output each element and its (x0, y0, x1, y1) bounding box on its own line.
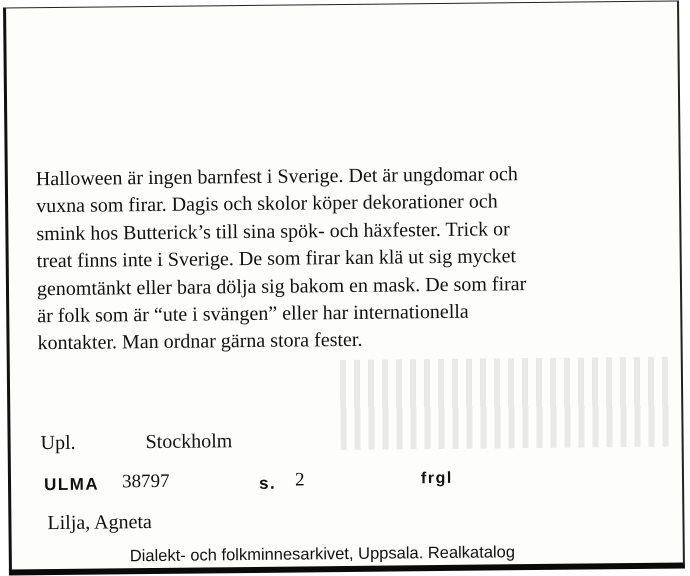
archive-card (3, 0, 685, 575)
archive-code: ULMA (43, 474, 100, 495)
page-number: 2 (294, 469, 305, 491)
record-text-line: kontakter. Man ordnar gärna stora fester. (37, 329, 363, 355)
place-label: Stockholm (145, 430, 233, 454)
record-number: 38797 (121, 470, 170, 493)
informant-name: Lilja, Agneta (47, 511, 152, 535)
record-text-line: Halloween är ingen barnfest i Sverige. Det är ungdomar och (35, 163, 518, 191)
record-text-line: är folk som är “ute i svängen” eller har internationella (37, 300, 469, 328)
show-through-text (340, 357, 671, 450)
category-code: frgl (420, 469, 453, 488)
archive-footer: Dialekt- och folkminnesarkivet, Uppsala. Realkatalog (129, 543, 516, 566)
record-text-line: genomtänkt eller bara dölja sig bakom en mask. De som firar (36, 272, 527, 300)
record-text (36, 160, 658, 358)
record-text-line: treat finns inte i Sverige. De som firar kan klä ut sig mycket (36, 245, 517, 273)
record-text-line: smink hos Butterick’s till sina spök- och häxfester. Trick or (36, 218, 510, 246)
page-prefix: s. (258, 473, 277, 493)
province-label: Upl. (40, 431, 76, 455)
record-text-line: vuxna som firar. Dagis och skolor köper dekorationer och (36, 190, 498, 218)
